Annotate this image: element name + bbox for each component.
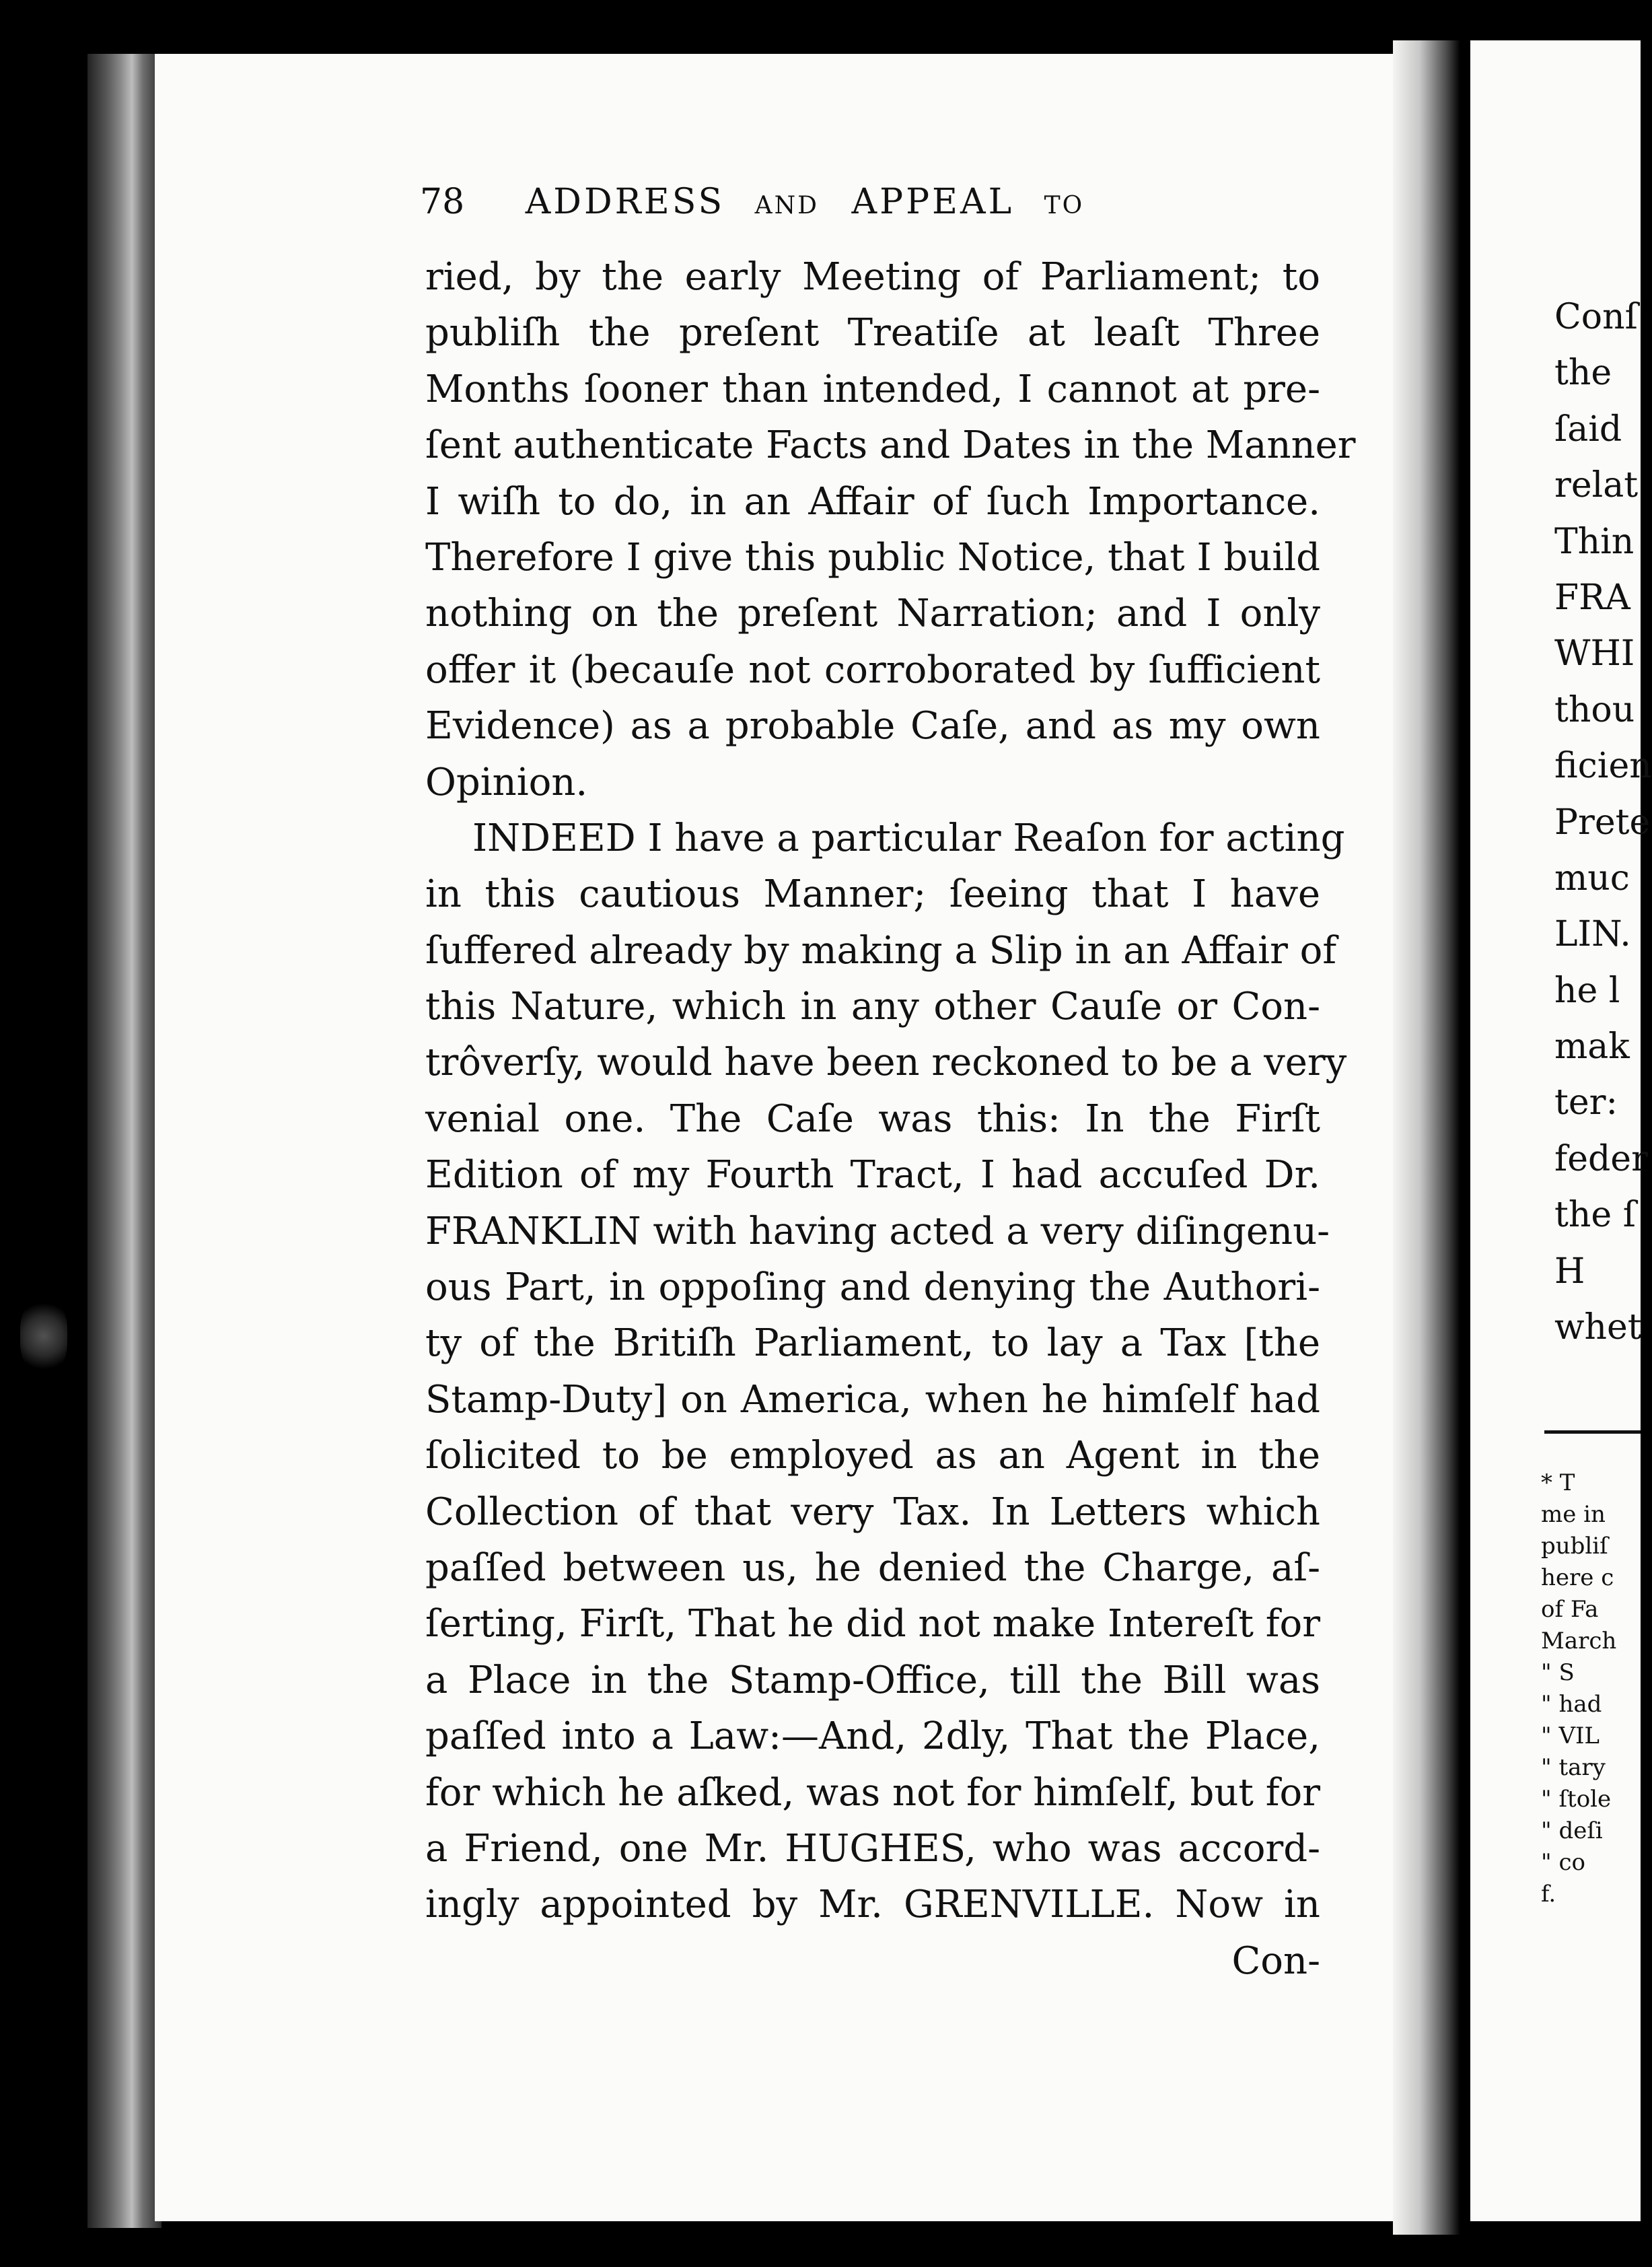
text-line: I wiſh to do, in an Affair of ſuch Importance.	[425, 479, 1320, 524]
footnote-fragment: " had	[1541, 1691, 1602, 1718]
right-text-fragment: H	[1554, 1251, 1585, 1292]
text-line: a Place in the Stamp-Office, till the Bill was	[425, 1658, 1320, 1702]
gutter-shadow	[1393, 40, 1460, 2235]
text-line: Therefore I give this public Notice, that I build	[425, 535, 1320, 580]
right-text-fragment: ter:	[1554, 1082, 1618, 1123]
right-text-fragment: he l	[1554, 970, 1620, 1011]
header-word-and: AND	[754, 192, 819, 219]
text-line: ous Part, in oppoſing and denying the Authori-	[425, 1265, 1320, 1310]
footnote-fragment: " ſtole	[1541, 1786, 1612, 1813]
right-text-fragment: mak	[1554, 1026, 1630, 1068]
header-word-to: TO	[1044, 192, 1085, 219]
right-text-fragment: Prete	[1554, 802, 1651, 843]
right-text-fragment: whet	[1554, 1307, 1642, 1348]
header-word-address: ADDRESS	[525, 182, 725, 222]
catchword: Con-	[1231, 1939, 1320, 1983]
right-text-fragment: WHI	[1554, 633, 1635, 674]
text-line: ſent authenticate Facts and Dates in the Manner	[425, 423, 1356, 468]
text-line: publiſh the preſent Treatiſe at leaſt Three	[425, 311, 1320, 355]
text-line: ingly appointed by Mr. GRENVILLE. Now in	[425, 1883, 1320, 1927]
right-text-fragment: ſaid	[1554, 409, 1622, 450]
text-line: Opinion.	[425, 760, 588, 804]
body-text	[425, 249, 1356, 1989]
right-text-fragment: LIN.	[1554, 914, 1631, 955]
scan-smudge	[20, 1299, 67, 1373]
right-page-footnotes	[1541, 1467, 1642, 1910]
text-line: nothing on the preſent Narration; and I only	[425, 592, 1320, 636]
text-line: a Friend, one Mr. HUGHES, who was accord-	[425, 1826, 1320, 1871]
paragraph-start-line: INDEED I have a particular Reaſon for acting	[472, 816, 1345, 860]
text-line: Edition of my Fourth Tract, I had accuſed Dr.	[425, 1153, 1320, 1197]
footnote-fragment: " VIL	[1541, 1722, 1600, 1749]
running-header	[420, 182, 1322, 242]
text-line: venial one. The Caſe was this: In the Firſt	[425, 1096, 1320, 1141]
text-line: Stamp-Duty] on America, when he himſelf had	[425, 1377, 1320, 1422]
right-text-fragment: relat	[1554, 465, 1639, 506]
page-number: 78	[420, 182, 465, 222]
text-line: ty of the Britiſh Parliament, to lay a Tax [the	[425, 1321, 1320, 1366]
book-page-edges	[87, 54, 161, 2228]
right-text-fragment: muc	[1554, 858, 1630, 899]
right-text-fragment: Conſ	[1554, 297, 1638, 337]
right-text-fragment: ficien	[1554, 746, 1652, 787]
text-line: trôverſy, would have been reckoned to be a very	[425, 1041, 1347, 1085]
header-word-appeal: APPEAL	[851, 182, 1015, 222]
text-line: ried, by the early Meeting of Parliament; to	[425, 255, 1320, 299]
footnote-fragment: " deſi	[1541, 1817, 1603, 1844]
footnote-fragment: " tary	[1541, 1754, 1606, 1781]
text-line: Evidence) as a probable Caſe, and as my own	[425, 704, 1320, 748]
footnote-fragment: March	[1541, 1628, 1617, 1654]
text-line: paſſed between us, he denied the Charge, aſ-	[425, 1545, 1320, 1590]
text-line: this Nature, which in any other Cauſe or Con-	[425, 985, 1320, 1029]
footnote-fragment: " co	[1541, 1849, 1585, 1876]
footnote-fragment: here c	[1541, 1564, 1614, 1591]
right-text-fragment: thou	[1554, 689, 1635, 730]
right-text-fragment: the ſ	[1554, 1195, 1636, 1236]
right-text-fragment: FRA	[1554, 577, 1630, 618]
right-page-text	[1554, 289, 1652, 1356]
footnote-fragment: " S	[1541, 1659, 1575, 1686]
footnote-fragment: of Fa	[1541, 1596, 1599, 1623]
right-text-fragment: the	[1554, 353, 1612, 394]
footnote-rule	[1544, 1430, 1641, 1434]
text-line: FRANKLIN with having acted a very diſingenu-	[425, 1209, 1330, 1253]
footnote-fragment: f.	[1541, 1881, 1556, 1908]
text-line: Months ſooner than intended, I cannot at pre-	[425, 367, 1320, 411]
text-line: ſerting, Firſt, That he did not make Intereſt for	[425, 1602, 1320, 1646]
text-line: ſolicited to be employed as an Agent in the	[425, 1434, 1320, 1478]
text-line: paſſed into a Law:—And, 2dly, That the Place,	[425, 1714, 1320, 1759]
right-text-fragment: feder	[1554, 1138, 1648, 1179]
text-line: in this cautious Manner; ſeeing that I have	[425, 872, 1320, 917]
text-line: for which he aſked, was not for himſelf, but for	[425, 1770, 1320, 1815]
text-line: Collection of that very Tax. In Letters which	[425, 1490, 1320, 1534]
text-line: ſuffered already by making a Slip in an Affair of	[425, 928, 1337, 973]
right-text-fragment: Thin	[1554, 521, 1635, 562]
footnote-fragment: * T	[1541, 1469, 1575, 1496]
footnote-fragment: publiſ	[1541, 1533, 1608, 1560]
text-line: offer it (becauſe not corroborated by ſufficient	[425, 648, 1320, 692]
footnote-fragment: me in	[1541, 1501, 1606, 1528]
